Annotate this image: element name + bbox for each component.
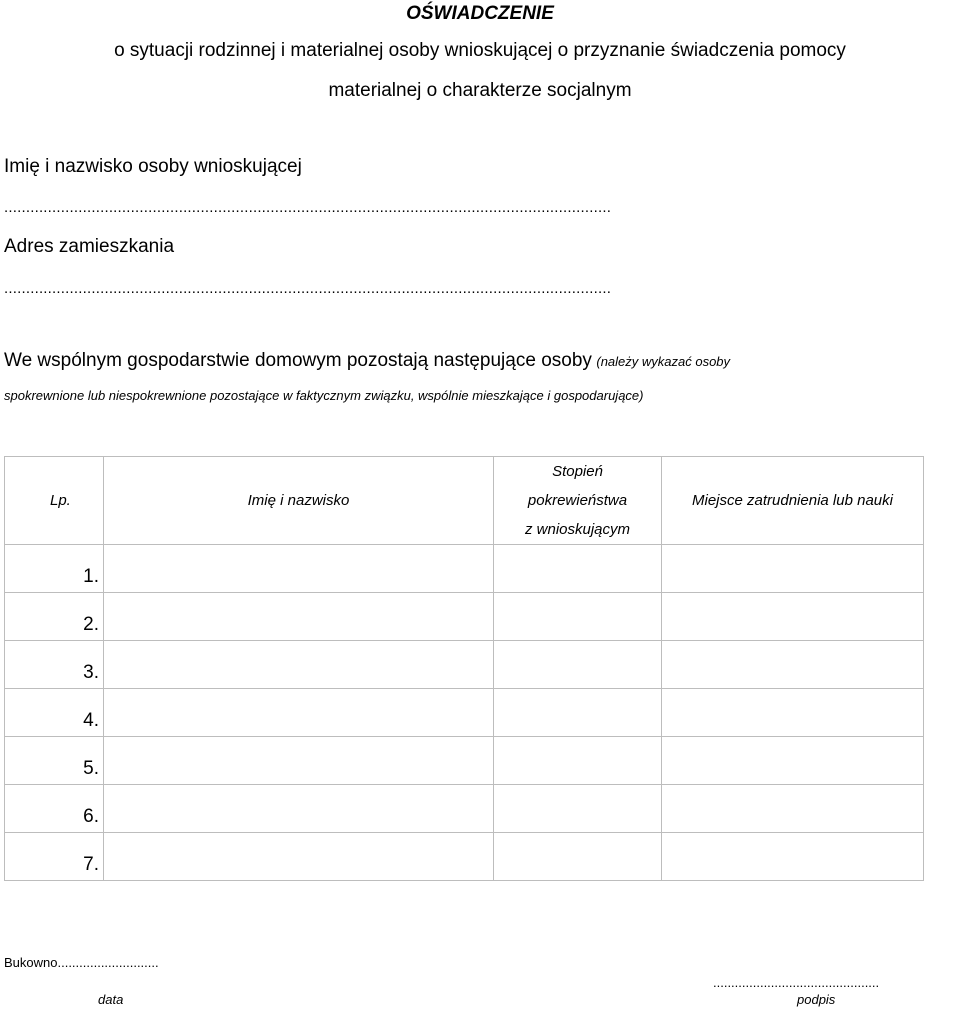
table-header-row xyxy=(5,457,924,545)
row-relation-cell[interactable] xyxy=(494,737,662,785)
table-row xyxy=(5,545,924,593)
table-row xyxy=(5,689,924,737)
row-name-cell[interactable] xyxy=(104,785,494,833)
row-relation-cell[interactable] xyxy=(494,545,662,593)
row-relation-cell[interactable] xyxy=(494,641,662,689)
row-name-cell[interactable] xyxy=(104,641,494,689)
place-and-date-field[interactable]: Bukowno............................ xyxy=(4,955,159,970)
table-row xyxy=(5,785,924,833)
row-number: 6. xyxy=(5,785,104,833)
row-number: 7. xyxy=(5,833,104,881)
household-intro-note-part-1: (należy wykazać osoby xyxy=(596,354,731,369)
header-lp: Lp. xyxy=(5,457,104,545)
row-relation-cell[interactable] xyxy=(494,689,662,737)
header-name: Imię i nazwisko xyxy=(104,457,494,545)
row-number: 3. xyxy=(5,641,104,689)
table-row xyxy=(5,737,924,785)
row-workplace-cell[interactable] xyxy=(662,593,924,641)
row-workplace-cell[interactable] xyxy=(662,689,924,737)
row-workplace-cell[interactable] xyxy=(662,785,924,833)
row-name-cell[interactable] xyxy=(104,689,494,737)
row-workplace-cell[interactable] xyxy=(662,737,924,785)
document-subtitle-line-2: materialnej o charakterze socjalnym xyxy=(328,80,632,101)
table-row xyxy=(5,593,924,641)
row-name-cell[interactable] xyxy=(104,593,494,641)
header-workplace: Miejsce zatrudnienia lub nauki xyxy=(662,457,924,545)
document-subtitle-line-1: o sytuacji rodzinnej i materialnej osoby wnioskującej o przyznanie świadczenia pomocy xyxy=(114,40,846,61)
table-row xyxy=(5,641,924,689)
row-number: 5. xyxy=(5,737,104,785)
document-title: OŚWIADCZENIE xyxy=(406,3,554,24)
header-relation-line-3: z wnioskującym xyxy=(524,521,631,538)
row-name-cell[interactable] xyxy=(104,545,494,593)
row-relation-cell[interactable] xyxy=(494,833,662,881)
header-relation-line-2: pokrewieństwa xyxy=(527,492,628,509)
address-field[interactable]: ........................................................................................................................................... xyxy=(4,280,612,297)
row-workplace-cell[interactable] xyxy=(662,641,924,689)
address-label: Adres zamieszkania xyxy=(4,236,175,257)
household-members-table xyxy=(4,456,924,881)
row-workplace-cell[interactable] xyxy=(662,833,924,881)
date-label: data xyxy=(98,992,124,1007)
household-intro-line-1 xyxy=(4,350,730,372)
applicant-name-field[interactable]: ........................................................................................................................................... xyxy=(4,199,612,216)
row-relation-cell[interactable] xyxy=(494,785,662,833)
header-relation-line-1: Stopień xyxy=(552,463,603,480)
signature-label: podpis xyxy=(797,992,836,1007)
header-relation xyxy=(494,457,662,545)
household-intro-main: We wspólnym gospodarstwie domowym pozostają następujące osoby xyxy=(4,350,592,371)
row-relation-cell[interactable] xyxy=(494,593,662,641)
table-row xyxy=(5,833,924,881)
row-number: 1. xyxy=(5,545,104,593)
row-name-cell[interactable] xyxy=(104,737,494,785)
household-intro-note-part-2: spokrewnione lub niespokrewnione pozostające w faktycznym związku, wspólnie mieszkające i gospodarujące) xyxy=(4,388,644,403)
row-number: 4. xyxy=(5,689,104,737)
signature-field[interactable]: .............................................. xyxy=(713,975,880,990)
row-number: 2. xyxy=(5,593,104,641)
row-workplace-cell[interactable] xyxy=(662,545,924,593)
applicant-name-label: Imię i nazwisko osoby wnioskującej xyxy=(4,156,302,177)
row-name-cell[interactable] xyxy=(104,833,494,881)
